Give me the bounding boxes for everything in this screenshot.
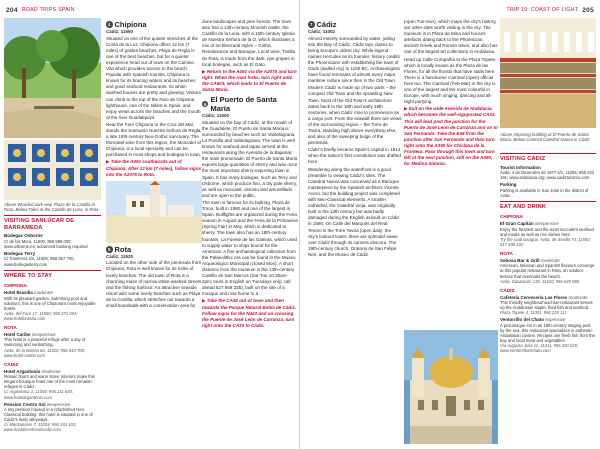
place-heading: CÁDIZ [4, 361, 19, 367]
listing-text: American, Mexican and Spanish flavours converge at this popular restaurant in Rota, an outdoor terrace that overlooks the beach. [500, 263, 595, 279]
visiting-heading-1: Tourist Information [500, 164, 541, 170]
section-meta: Cádiz; 11520 [106, 253, 134, 259]
paragraph: Located on the other side of the peninsula from Chipiona, Rota is well known for its miles of lovely beaches. The old town of Rota is a charming maze of narrow white-washed streets and the fishing harbour. An attractive seaside resort with some lovely beaches such as Playa de la Costilla, which stretches out towards a small boardwalk with a conservation area for [106, 260, 202, 308]
paragraph: Situated on the bay of Cádiz, at the mouth of the Guadalete, El Puerto de Santa María is surrounded by beaches such as Valdelagrana, La Puntilla and Valdelagrana. The town is well known for seafood and tapas served at the restaurants along the Avenida de la Bajamar, the main promenade. El Puerto de Santa María exports large quantities of sherry and was once the most important sherry-exporting town in Spain. It has many bodegas, such as Terry and Osborne, which produce fino, a dry pale sherry, as well as muscatel, oloroso and amontillado and are open to the public. [202, 119, 298, 198]
running-head: TRIP 19: COAST OF LIGHT [506, 7, 579, 13]
place-heading: CHIPIONA [500, 214, 523, 220]
page-number: 205 [582, 6, 594, 14]
place-heading: ROTA [4, 324, 17, 330]
car-icon: ▶ [106, 159, 111, 165]
visiting-text-1: Avda. 4 de Diciembre de 1977 s/n, 11005; 956 203 191; www.andalucia.org; www.cadizturismo.com [500, 169, 595, 180]
where-to-stay-title: WHERE TO STAY [4, 270, 101, 280]
listing-name: Pension Centro Sol inexpensive [4, 401, 71, 407]
car-icon: ▶ [202, 298, 207, 304]
section-number-badge: 7 [308, 21, 315, 28]
photo-rota-park [4, 18, 101, 138]
visiting-heading-2: Bodegas Terry [4, 251, 36, 256]
left-column-1 [106, 18, 202, 445]
listing-address: Try the crab lasagna. Avda. de Sevilla 74, 11550; 617 498 102 [500, 236, 591, 247]
paragraph: Wandering along the waterfront is a good preamble to viewing Cádiz's sites. The Catedral Nueva was conceived as a Baroque masterpiece by the Spanish architect Vicente Acero, but the building project was completed with Neo-Classical elements. A smaller cathedral, the Catedral Vieja, was originally built in the 13th century but was badly damaged during the English assault on Cádiz in 1596. On Calle del Marqués del Real Tesoro is the Torre Tavira (open daily; the city's lookout tower, there are splendid views over Cádiz through its camera obscura. The 19th-century church, Oratorio de San Felipe Neri, and the Museo de Cádiz [308, 166, 400, 257]
listing-name: Sebosa Bar & Grill moderate [500, 257, 560, 263]
listing-text: This hotel is a peaceful refuge after a day of swimming and sunbathing. [4, 337, 86, 348]
paragraph: dune landscapes and pine forests. The town also has a 13th-century Moorish castle, the Castillo de la Luna, with a 16th-century Iglesia de Nuestra Señora de la O, which illustrates a mix of architectural styles – Gothic, Renaissance and Baroque. Local wine, Tintilla de Rota, is made from the dark, ripe grapes in local bodegas, such as El Gato. [202, 19, 296, 67]
listing-name: Ventorrillo del Chato expensive [500, 317, 566, 323]
listing-text: Mosaic floors and warm stone interiors make this elegant boutique hotel one of the most romantic refuges in Cádiz. [4, 374, 95, 390]
listing-text: A tiny pension housed in a refurbished Neo-Classical building, this hotel is situated in one of Cádiz's lively alleyways. [4, 407, 93, 423]
listing-address: Vía Augusta Julia 11, 11011; 956 250 025; www.ventorrilloelchato.com [500, 343, 579, 354]
price-tag: inexpensive [31, 331, 56, 337]
listing-address: Avda. Diputación 135, 11520; 956 849 080 [500, 278, 580, 284]
right-sidebar [500, 150, 596, 445]
listing-name: El Gran Capitán inexpensive [500, 221, 559, 227]
left-photo-caption: Above Wooded park near Plaza de la Castilla in Rota. Below Tales at the Castillo de Luna, in Rota [4, 202, 99, 213]
listing-text: Enjoy the freshest and the most succulent seafood and meats as well as rice dishes here. [500, 226, 594, 237]
right-column-1 [308, 18, 402, 445]
car-icon: ▶ [202, 68, 207, 74]
listing-text: This friendly neighbourhood bar-restaurant serves up the Andalusian staple, fried fish and seafood. [500, 300, 593, 311]
route-direction-text: Return to the A491 via the A2075 and turn right. When the road forks, turn right onto the CA603, which leads to El Puerto de Santa María. [202, 68, 297, 93]
visiting-cadiz-title: VISITING CÁDIZ [500, 153, 596, 163]
listing-name: Hotel Argantonio moderate [4, 368, 61, 374]
section-cadiz-title [308, 20, 402, 29]
photo-castillo-tiles [4, 140, 101, 200]
visiting-text-1: C/ de los Mora, 11500; 956 869 000; www.osborne.es; advanced booking required [4, 238, 88, 249]
price-tag: moderate [41, 368, 61, 374]
place-heading: CHIPIONA [4, 283, 27, 289]
page-number: 204 [6, 6, 18, 14]
route-direction [106, 159, 202, 177]
eat-drink-list [500, 214, 596, 353]
cathedral-photo-illustration [404, 330, 498, 444]
right-page [300, 0, 600, 449]
visiting-text-2: Parking is available in San José in the district of Avda. [500, 187, 589, 198]
place-heading: ROTA [500, 250, 513, 256]
section-title-text: Cádiz [316, 20, 337, 29]
price-tag: expensive [545, 317, 566, 323]
paragraph: Near the Faro Chipiona to the Cruz del Mar, stands the Santuario Nuestra Señora de Regla, a late 19th-century Neo-Gothic sanctuary. The Moscatel wine from this region, the Moscatel of Chipiona, is a local speciality and can be purchased in most shops and bodegas in town. [106, 121, 202, 158]
section-meta: Cádiz; 11550 [106, 29, 134, 34]
section-title-text: Chipiona [114, 20, 147, 29]
listing-name: Hotel Brasilia moderate [4, 290, 54, 296]
eat-drink-title: EAT AND DRINK [500, 201, 596, 211]
section-number-badge: 5 [106, 246, 113, 253]
listing-address: Plaza Topete 4, 11001; 956 226 112 [500, 310, 567, 316]
section-chipiona-title [106, 20, 202, 29]
price-tag: inexpensive [535, 221, 559, 227]
photo-cathedral [404, 330, 498, 444]
visiting-heading-1: Bodegas Osborne [4, 233, 43, 239]
price-tag: moderate [34, 290, 54, 296]
where-to-stay-list [4, 283, 101, 432]
section-number-badge: 4 [106, 21, 113, 28]
route-direction [202, 69, 298, 93]
route-direction-text: Take the CA32 out of town and then towards the Parque Natural Bahía de Cádiz. Follow signs for the N443 and on crossing the Puente de José León de Carranza, turn right onto the CA33 to Cádiz. [202, 298, 296, 328]
car-icon: ▶ [404, 106, 409, 112]
section-meta: Cádiz; 11002 [308, 29, 336, 34]
route-direction [202, 298, 298, 328]
section-rota-title [106, 245, 202, 254]
right-photo-caption: Above Imposing building at El Puerto de Santa María. Below Colonial Catedral Nueva in Cádiz [500, 132, 590, 143]
section-meta: Cádiz; 11500 [202, 113, 230, 119]
right-folio [506, 4, 594, 16]
park-photo-illustration [4, 18, 101, 138]
listing-address: C/ Argantonio 3, 11004; 956 211 640; www.hotelargantonio.com [4, 389, 74, 400]
left-column-2 [202, 18, 298, 445]
paragraph: Head up Calle Compañía to the Plaza Topete, which is locally known as the Plaza de las Flores, for all the florists that have stalls here. There is a handsome Carnival (open) official here too. The Carnival (Feb-Mar) in the city is one of the largest and the most colourful in Europe, with much singing, dancing and all-night partying. [404, 56, 497, 105]
price-tag: inexpensive [46, 401, 71, 407]
photo-rota-harbour [106, 181, 202, 243]
section-title-text: Rota [114, 244, 132, 254]
listing-address: Avda. de la Marina 60, 11520; 956 810 700; www.hotel-caribe.com [4, 347, 86, 358]
section-el-puerto-title [202, 95, 298, 113]
tiles-photo-illustration [4, 140, 101, 200]
photo-bullring [500, 18, 596, 128]
paragraph: Cádiz's briefly became Spain's capital in 1812 when the nation's first constitution was drafted here. [308, 147, 401, 165]
place-heading: CÁDIZ [500, 287, 515, 293]
rota-photo-illustration [106, 181, 202, 243]
paragraph: The town is famous for its bullring, Plaza de Toros, built in 1880 and one of the largest in Spain. Bullfights are organized during the Feria season in August and the Feria de la Primavera (Spring Fair) in May, which is dedicated to sherry. The town also has an 18th-century fountain, La Fuente de las Galeras, which used to supply water to ships bound for the Americas. A fine archaeological collection from the Palaeolithic era can be found in the Museo Arqueológico Municipal (closed Mon). A short distance from the museum is the 13th-century Castillo de San Marcos (Sat-Tue 10.30am-2pm; tours in English on Tuesdays only; call ahead 627 569 335), built on the site of a mosque and now home to a [202, 199, 298, 297]
listing-address: Avda. del Faro 17, 11550; 956 371 054; www.hotelbrasilia.com [4, 310, 78, 321]
paragraph: Situated on one of the quieter stretches of the Costa de la Luz, Chipiona offers 12 km (7 miles) of golden beaches. Playa de Regla is one of the best beaches, but for a quieter experience head out of town on the Camino Vita which provides access to the beach. Popular with Spanish tourists, Chipiona is known for its bracing waters and its beaches and good seafood restaurants. Its white-washed houses are pretty and glowing. Visitors can climb to the top of the Faro de Chipiona lighthouse, one of the tallest in Spain, and enjoy views across the beaches and the mouth of the river Guadalquivir. [106, 35, 201, 120]
listing-name: Cafetería Cervecería Las Flores moderate [500, 294, 588, 300]
paragraph: Almost entirely surrounded by water, jutting into the Bay of Cádiz, Cádiz lays claims to being Europe's oldest city. While legend names Hercules as its founder, history credits the Phoenicians with establishing the town of Gadir (walled city) in 1100 BC. Archaeologists have found remnants of almost every major maritime culture since then in the Old Town. [308, 35, 400, 84]
bullring-photo-illustration [500, 18, 596, 128]
left-sidebar [4, 18, 101, 445]
listing-address: C/ Manzanares 7, 11004; 956 283 103; www.hostalcentrosolcadiz.com [4, 422, 77, 433]
visiting-text-2: C/ Toneleros s/n, 11500; 956 857 700; www.bodegasterry.com [4, 256, 75, 267]
route-direction-text: Exit on the wide Avenida de Andalucía, which becomes the well-signposted CA33. This will lead past the junction for the Puerto de José León de Carranza and on to San Fernando. Take the E48 from the junction after San Fernando and then turn right onto the A390 for Chiclana de la Frontera. Pass through this town and turn left at the next junction, still on the A390, for Medina Sidonia. [404, 106, 498, 167]
listing-name: Hotel Caribe inexpensive [4, 331, 56, 337]
listing-text: A picturesque inn in an 18th-century staging post by the sea, this restaurant specializes in authentic Andalusian cuisine. Recipes use fresh fish from the bay and local meat and vegetables. [500, 322, 595, 344]
section-number-badge: 6 [202, 101, 208, 108]
visiting-box-title: VISITING SANLÚCAR DE BARRAMEDA [4, 215, 101, 231]
route-direction [404, 106, 498, 167]
paragraph: (open Tue-Sun), which maps the city's history, are other sites worth visiting in the city. The museum is in Plaza de Mina and houses artefacts dating back to the Phoenician, ancient Greek and Roman times, and also has one of the largest art collections in Andalusia. [404, 19, 498, 55]
price-tag: moderate [540, 257, 560, 263]
listing-text: With its pleasant garden, swimming pool and solarium, this is one of Chipiona's most enjoyable hotels. [4, 295, 96, 311]
paragraph: Modern Cádiz is made up of two parts – the compact Old Town and the sprawling New Town. Most of the Old Town's architecture dates back to the 18th and early 19th centuries, when Cádiz rose to prominence as a cargo port. From the seawall there are views of the surrounding region – the Torre de Tavira, standing high above everything else, and also of the sweeping bulge of the peninsula. [308, 85, 402, 146]
section-title-text: El Puerto de Santa María [210, 95, 277, 114]
route-direction-text: Take the A491 southwards out of Chipiona. After 12 km (7 miles), follow signs into the A2075 to Rota. [106, 159, 202, 177]
left-folio [6, 4, 75, 16]
running-head: ROAD TRIPS SPAIN [21, 7, 75, 13]
visiting-heading-2: Parking [500, 182, 517, 188]
price-tag: moderate [568, 294, 588, 300]
